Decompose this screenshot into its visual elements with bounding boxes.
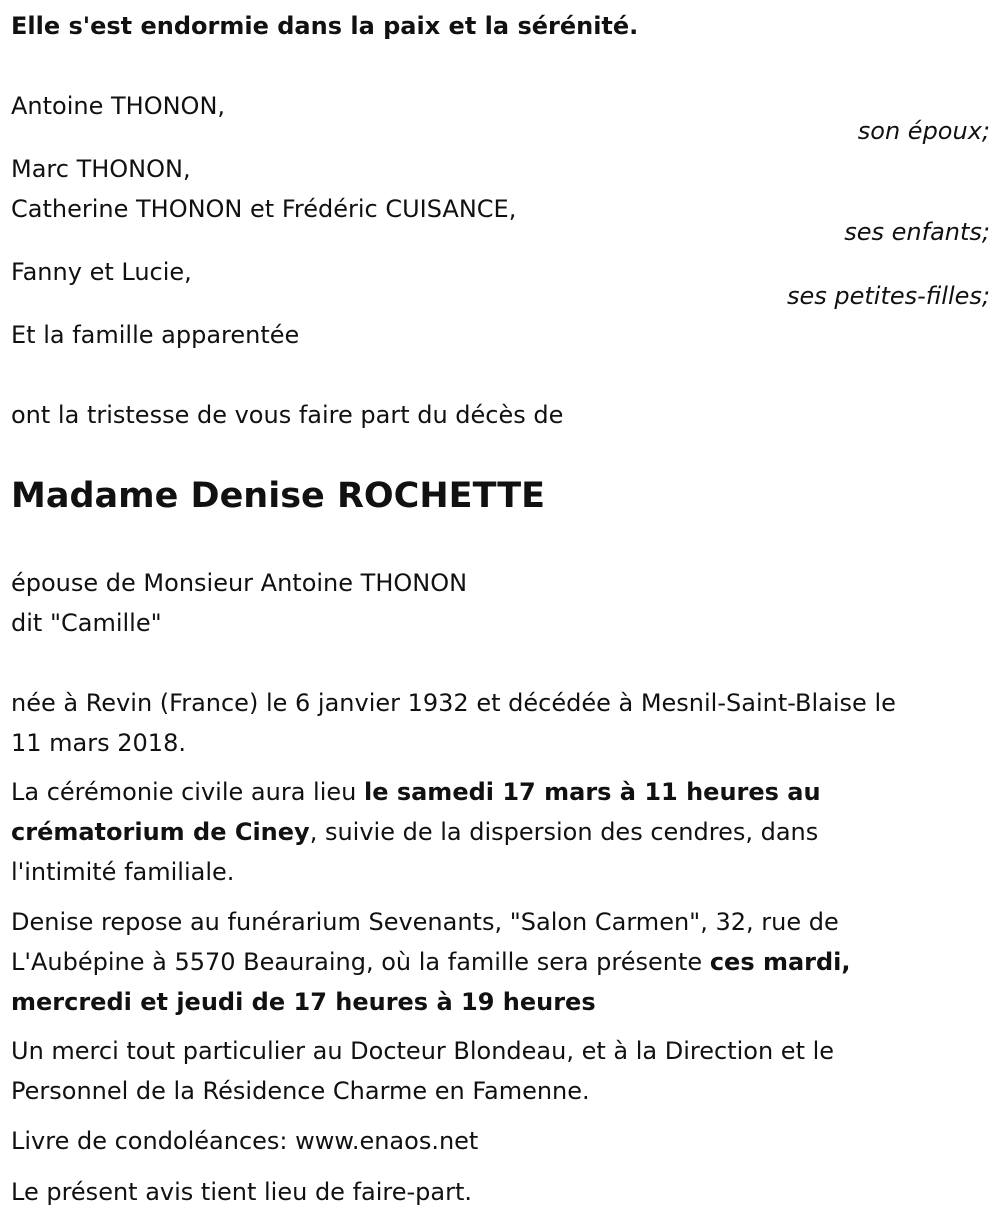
ceremony-line-3: l'intimité familiale. xyxy=(11,858,235,886)
birth-death-line-2: 11 mars 2018. xyxy=(11,729,186,757)
visitation-line-3: mercredi et jeudi de 17 heures à 19 heures xyxy=(11,988,596,1016)
visitation-line-2 xyxy=(11,942,851,982)
grandchildren-role: ses petites-filles; xyxy=(786,282,990,310)
spouse-name: Antoine THONON, xyxy=(11,92,226,120)
thanks-line-2: Personnel de la Résidence Charme en Famenne. xyxy=(11,1077,590,1105)
closing-line: Le présent avis tient lieu de faire-part. xyxy=(11,1178,473,1206)
birth-death-line-1: née à Revin (France) le 6 janvier 1932 et décédée à Mesnil-Saint-Blaise le xyxy=(11,689,896,717)
visitation-place: L'Aubépine à 5570 Beauraing, où la famille sera présente xyxy=(11,948,710,976)
ceremony-suffix: , suivie de la dispersion des cendres, dans xyxy=(309,818,819,846)
grandchildren-names: Fanny et Lucie, xyxy=(11,258,192,286)
ceremony-prefix: La cérémonie civile aura lieu xyxy=(11,778,364,806)
visitation-line-1: Denise repose au funérarium Sevenants, "Salon Carmen", 32, rue de xyxy=(11,908,839,936)
spouse-role: son époux; xyxy=(857,117,990,145)
ceremony-date: le samedi 17 mars à 11 heures au xyxy=(363,778,821,806)
condolences-line: Livre de condoléances: www.enaos.net xyxy=(11,1127,479,1155)
ceremony-place: crématorium de Ciney xyxy=(11,818,310,846)
child-name-2: Catherine THONON et Frédéric CUISANCE, xyxy=(11,195,517,223)
children-role: ses enfants; xyxy=(844,218,990,246)
announcement-line: ont la tristesse de vous faire part du décès de xyxy=(11,401,564,429)
ceremony-line-1 xyxy=(11,772,821,812)
thanks-line-1: Un merci tout particulier au Docteur Blondeau, et à la Direction et le xyxy=(11,1037,835,1065)
nickname-line: dit "Camille" xyxy=(11,609,162,637)
ceremony-line-2 xyxy=(11,812,818,852)
child-name-1: Marc THONON, xyxy=(11,155,191,183)
intro-line: Elle s'est endormie dans la paix et la sérénité. xyxy=(11,12,639,40)
visitation-days-start: ces mardi, xyxy=(709,948,851,976)
deceased-name: Madame Denise ROCHETTE xyxy=(11,476,546,516)
spouse-of-line: épouse de Monsieur Antoine THONON xyxy=(11,569,468,597)
relatives-line: Et la famille apparentée xyxy=(11,321,300,349)
